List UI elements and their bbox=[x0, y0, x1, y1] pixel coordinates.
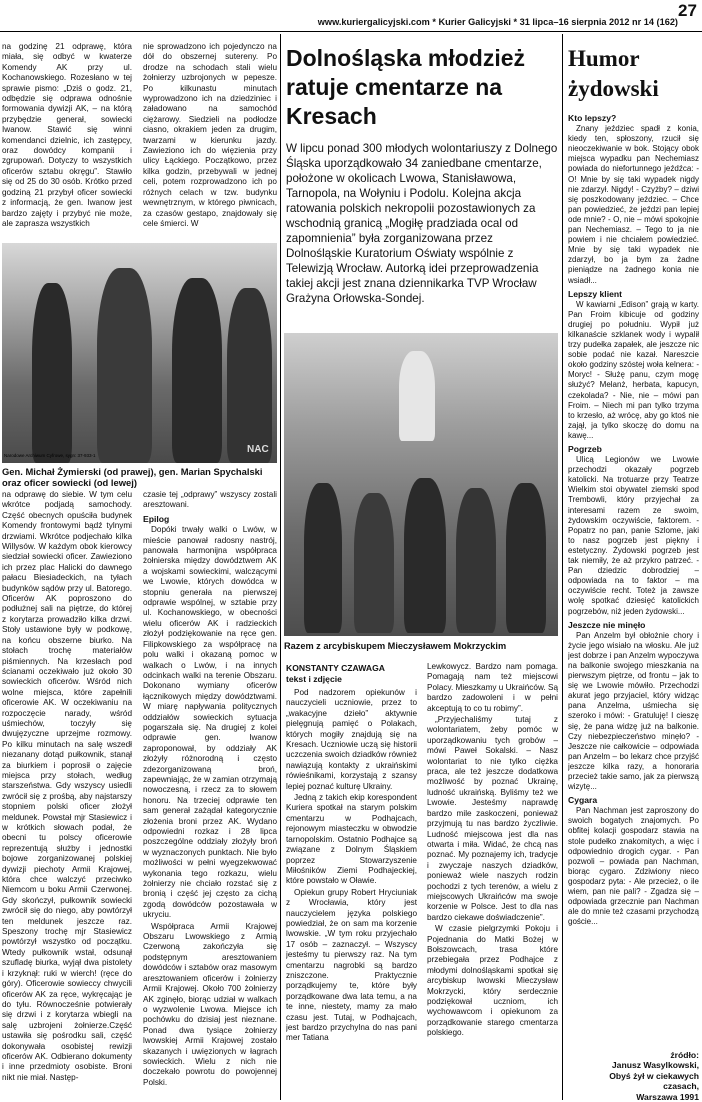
paragraph: na godzinę 21 odprawę, która miała, się odbyć w kwaterze Komendy AK przy ul. Kochanowskiego. Rozesłano w tej sprawie pismo: „Dziś o godz. 21, odbędzie się odprawa odnośnie formowania dywizji AK, – na którą przybędzie generał, sowiecki Iwanow. Stawić się winni komendanci dzielnic, ich zastępcy, oraz dowódcy kompanii i zgrupowań. Dotyczy to wszystkich oficerów sztabu okręgu”. Stawiło się od 25 do 30 osób. Krótko przed godziną 21 przybył oficer sowiecki z informacją, że gen. Iwanow jest bardzo zajęty i przybyć nie może, ale zaprasza wszystkich bbox=[2, 42, 132, 228]
column-rule bbox=[562, 34, 563, 1100]
paragraph: Opiekun grupy Robert Hryciuniak z Wrocławia, który jest nauczycielem języka polskiego powiedział, że on sam ma korzenie lwowskie. „W tym roku przyjechało 17 osób – zaznaczył. – Wszyscy jesteśmy tu pierwszy raz. Na tym cmentarzu nagrobki są bardzo zniszczone. Praktycznie porządkujemy te, które były porządkowane dwa lata temu, a na te inne, niestety, mamy za mało czasu jest. Tutaj, w Podhajcach, jest bardzo przychylna do nas pani mer Tatiana bbox=[286, 887, 417, 1043]
source-line: Warszawa 1991 bbox=[636, 1091, 699, 1102]
article2-col-b bbox=[427, 662, 558, 1100]
photo-cemetery-group bbox=[284, 333, 558, 636]
humor-text: Znany jeździec spadł z konia, kiedy ten, spłoszony, rzucił się nieoczekiwanie w bok. Stojący obok miejsca wypadku pan Nechemiasz powiada do niefortunnego jeźdźca: - O! Mnie by się taki wypadek nigdy nie zdarzył. Nigdy! - Czyżby? – dziwi się poszkodowany jeździec. – Chce pan powiedzieć, że jeździ pan lepiej ode mnie? - O, nie – mówi spokojnie pan Nechemiasz. – Tego to ja nie powiem i nie chciałem powiedzieć. Mnie by się taki wypadek nie zdarzył, bo ja bym za żadne pieniądze na żadnego konia nie wsiadł... bbox=[568, 124, 699, 285]
humor-source bbox=[568, 1050, 699, 1102]
source-line: Obyś żył w ciekawych bbox=[609, 1070, 699, 1081]
nac-watermark: NAC bbox=[247, 444, 269, 455]
photo-credit: Narodowe Archiwum Cyfrowe, sygn: 37-933-1 bbox=[4, 453, 96, 458]
article2-title: Dolnośląska młodzież ratuje cmentarze na Kresach bbox=[286, 45, 526, 129]
article1-col1-bottom bbox=[2, 490, 132, 1100]
humor-text: W kawiarni „Edison” grają w karty. Pan Froim kibicuje od godziny drugiej po południu. Wypił już kilkanaście szklanek wody i wypalił trzy pudełka zapałek, ale jeszcze nic sobie podać nie kazał. Nareszcie około godziny szóstej woła kelnera: - Moryc! - Służę panu, czym mogę służyć? Melanż, herbata, kapucyn, czekolada? - Nie, nie – mówi pan Froim. – Niech mi pan tylko trzyma to krzesło, aż wrócę, aby go ktoś nie zajął, ja tylko skoczę do domu na kawę... bbox=[568, 299, 699, 440]
subheading-epilog: Epilog bbox=[143, 513, 170, 524]
paragraph: na odprawę do siebie. W tym celu wkrótce podjadą samochody. Część obecnych opuściła budynek Komendy frontowymi bądź tylnymi drzwiami. Wkrótce podjechało kilka Willysów. W każdym obok kierowcy siedział sowiecki oficer. Zawieziono ich przez plac Halicki do dawnego pałacu Biesiadeckich, na tyłach budynków sądów przy ul. Batorego. Oficerów AK poproszono do podłużnej sali na piętrze, do której z korytarza prowadziło kilka drzwi. Stoły ustawione były w podkowę, na końcu obszerne biurko. Na stołach trochę materiałów piśmiennych. Na krzesłach pod ścianami oczekiwało już około 30 sowieckich oficerów. Wśród nich wolne miejsca, które zapełnili oficerowie AK. W oczekiwaniu na rozpoczęcie narady, wśród uśmiechów, toczyły się dwujęzyczne uprzejme rozmowy. Po kilku minutach na salę wszedł niezanany dotąd pułkownik, stanął za biurkiem i poprosił o zajęcie miejsca przy stołach, według starszeństwa. Gdy wszyscy usiedli zwrócił się z prośbą, aby najstarszy stopniem polski oficer złożył meldunek. Powstał mjr Stasiewicz i w krótkich słowach podał, że obecni tu polscy oficerowie reprezentują służby i jednostki bojowe zorganizowanej polskiej dywizji piechoty Armii Krajowej, która chce walczyć przeciwko Niemcom u boku Armii Czerwonej. Gdy skończył, pułkownik sowiecki zwrócił się do niego, aby powtórzył ten meldunek jeszcze raz. Speszony trochę mjr Stasiewicz powtórzył wszystko od początku. Wtedy pułkownik wstał, odsunął szufladę biurka, wyjął dwa pistolety i krzyknął: ruki w wierch! (ręce do góry). Oficerowie sowieccy chwycili oficerów AK za ręce, wykręcając je do tyłu. Równocześnie potwierały się drzwi i z korytarza wbiegli na salę uzbrojeni żołnierze.Część ustawiła się pośrodku sali, część dokonywała osobistej rewizji oficerów AK. Odbierano dokumenty i inne przedmioty osobiste. Broni nikt nie miał. Następ- bbox=[2, 490, 132, 1082]
header-rule bbox=[0, 31, 702, 32]
paragraph: Lewkowycz. Bardzo nam pomaga. Pomagają nam też miejscowi Polacy. Mieszkamy u Ukraińców. Są bardzo zadowoleni i w pełni akceptują to co tu robimy”. bbox=[427, 662, 558, 713]
paragraph: Jedną z takich ekip korespondent Kuriera spotkał na starym polskim cmentarzu w Podhajcach, rejonowym miasteczku w obwodzie tarnopolskim. Ostatnio Podhajce są związane z Dolnym Śląskiem poprzez Stowarzyszenie Miłośników Ziemi Podhajeckiej, które powstało w Oławie. bbox=[286, 793, 417, 886]
photo1-caption: Gen. Michał Żymierski (od prawej), gen. Marian Spychalski oraz oficer sowiecki (od lewej) bbox=[2, 466, 263, 488]
running-head: www.kuriergalicyjski.com * Kurier Galicyjski * 31 lipca–16 sierpnia 2012 nr 14 (162) bbox=[317, 17, 678, 27]
paragraph: nie sprowadzono ich pojedynczo na dół do obszernej sutereny. Po drodze na schodach stali wielu żołnierzy uzbrojonych w pepesze. Po kilkunastu minutach wyprowadzono ich na dziedziniec i załadowano na samochód ciężarowy. Siedzieli na podłodze ciasno, okrakiem jeden za drugim, twarzami w kierunku jazdy. Zawieziono ich do więzienia przy ulicy Łąckiego. Początkowo, przez kilka godzin, przebywali w jednej celi, potem rozprowadzono ich po różnych celach w tzw. budynku wewnętrznym, w którego piwnicach, za czasów gestapo, znajdowały się cele śmierci. W bbox=[143, 42, 277, 228]
photo2-caption: Razem z arcybiskupem Mieczysławem Mokrzyckim bbox=[284, 641, 507, 651]
humor-column bbox=[568, 110, 699, 1048]
paragraph: „Przyjechaliśmy tutaj z wolontariatem, żeby pomóc w uporządkowaniu tych grobów – mówi Paweł Sokalski. – Nasz wolontariat to nie tylko ciężka praca, ale też jeszcze dodatkowa możliwość by poznać Ukrainę, ludność ukraińską. Byliśmy też we Lwowie. Jesteśmy naprawdę bardzo mile zaskoczeni, ponieważ przyjmują tu nas bardzo życzliwie. Ludność miejscowa jest dla nas otwarta i miła. Widać, że chcą nas poznać. My poznajemy ich, tradycje i zwyczaje naszych dziadków, ponieważ wiele naszych rodzin pochodzi z tych terenów, a wielu z miejscowych Ukraińców ma swoje korzenie w Polsce. Jest to dla nas bardzo ciekawe doświadczenie”. bbox=[427, 715, 558, 922]
article1-col2-bottom bbox=[143, 490, 277, 1100]
source-line: Janusz Wasylkowski, bbox=[611, 1060, 699, 1071]
page-number: 27 bbox=[678, 1, 697, 20]
humor-head: Pogrzeb bbox=[568, 444, 602, 454]
article2-lead: W lipcu ponad 300 młodych wolontariuszy z Dolnego Śląska uporządkowało 34 zaniedbane cmentarze, położone w okolicach Lwowa, Stanisławowa, Tarnopola, na Wołyniu i Podolu. Kolejna akcja ratowania polskich nekropolii pozostawionych za wschodnią granicą „Mogiłę pradziada ocal od zapomnienia” była zorganizowana przez Dolnośląskie Kuratorium Oświaty wspólnie z Telewizją Wrocław. Autorką idei przeprowadzenia takiej akcji jest znana dziennikarka TVP Wrocław Grażyna Orłowska-Sondej. bbox=[286, 142, 558, 305]
paragraph: czasie tej „odprawy” wszyscy zostali aresztowani. bbox=[143, 490, 277, 510]
paragraph: Współpraca Armii Krajowej Obszaru Lwowskiego z Armią Czerwoną zakończyła się podstępnym aresztowaniem dowódców i sztabów oraz masowym aresztowaniem oficerów i żołnierzy Armii Krajowej. Około 700 żołnierzy AK zginęło, biorąc udział w walkach o wyzwolenie Lwowa. Miejsce ich pochówku do dzisiaj jest nieznane. Ponad dwa tysiące żołnierzy lwowskiej Armii Krajowej zostało skazanych i uwięzionych w łagrach sowieckich. Wielu z nich nie doczekało powrotu do powojennej Polski. bbox=[143, 921, 277, 1087]
humor-text: Ulicą Legionów we Lwowie przechodzi okazały pogrzeb katolicki. Na trotuarze przy Teatrze Wielkim stoi obywatel ziemski spod Trembowli, który przyjechał za interesami razem ze swoim, żydowskim oczywiście, faktorem. - Popatrz no pan, panie Szlome, jaki to nasz pogrzeb jest piękny i estetyczny. Żydowski pogrzeb jest tak niemiły, że aż przykro patrzeć. - Pan dziedzic dobrodziej – odpowiada na to faktor – ma oczywiście recht. Toteż ja zawsze wolę spotkać dziesięć katolickich pogrzebów, niż jeden żydowski... bbox=[568, 455, 699, 616]
article1-col2-top bbox=[143, 42, 277, 242]
article1-col1-top bbox=[2, 42, 132, 242]
humor-head: Kto lepszy? bbox=[568, 113, 617, 123]
humor-text: Pan Nachman jest zaproszony do swoich bogatych znajomych. Po obfitej kolacji gospodarz stawia na stole pudełko znakomitych, a więc i odpowiednio drogich cygar. - Pan pozwoli – powiada pan Nachman, biorąc cygaro. Zdziwiony nieco gospodarz pyta: - Ale przecież, o ile wiem, pan nie pali? - Zgadza się – odpowiada grzecznie pan Nachman ale do mnie też czasami przychodzą goście... bbox=[568, 806, 699, 927]
humor-head: Cygara bbox=[568, 795, 598, 806]
column-rule bbox=[280, 34, 281, 1100]
paragraph: W czasie pielgrzymki Pokoju i Pojednania do Matki Bożej w Bołszowcach, trasa które przebiegała przez Podhajce z młodymi dolnośląskami spotkał się arcybiskup lwowski Mieczysław Mokrzycki, który serdecznie podziękował uczniom, ich wychowawcom i opiekunom za porządkowanie starego cmentarza polskiego. bbox=[427, 924, 558, 1038]
byline-author: KONSTANTY CZAWAGA bbox=[286, 663, 385, 673]
humor-text: Pan Anzelm był obłożnie chory i życie jego wisiało na włosku. Ale już jest dobrze i pan Anzelm wypoczywa na balkonie swojego mieszkania na pierwszym piętrze, od frontu – jak to się we Lwowie mówiło. Przechodzi akurat jego przyjaciel, który widząc pana Anzelma, uśmiecha się szeroko i mówi: - Gratuluję! I cieszę się, że pana widzę już na balkonie. Czy niebezpieczeństwo minęło? - Jeszcze nie całkowicie – odpowiada pan Anzelm – bo lekarz chce przyjść jeszcze kilka razy, a honoraria przecież takie samo, jak za pierwszą wizytę... bbox=[568, 630, 699, 792]
humor-head: Lepszy klient bbox=[568, 288, 622, 299]
paragraph: Dopóki trwały walki o Lwów, w mieście panował radosny nastrój, panowała harmonijna współpraca żołnierska między dowództwem AK a wojskami sowieckimi, walczącymi we Lwowie, których dowódca w stopniu generała na pierwszej odprawie wspólnej, w sztabie przy ul. Kochanowskiego, w obecności wielu oficerów AK i radzieckich złożył podziękowanie na ręce gen. Filipkowskiego za współpracę na polu walki i okazaną pomoc w walkach o Lwów, i na innych odcinkach walki na terenie Obszaru. Dokonano wymiany oficerów łącznikowych między dowództwami. W miarę napływania politycznych oddziałów sowieckich sytuacja pogarszała się. Na drugiej z kolei odprawie gen. Iwanow zaproponował, by oddziały AK złożyły różnorodną i często zdezorganizowaną broń, zapewniając, że w zamian otrzymają nowoczesną, i rzecz za to słowem honoru. Na trzeciej odprawie ten sam generał zażądał kategorycznie złożenia broni przez AK. Wydano odpowiedni rozkaz i 28 lipca poszczególne oddziały złożyły broń w wyznaczonych punktach. Nie było możliwości w pełni wyegzekwować wykonania tego rozkazu, wielu żołnierzy nie chciało rozstać się z bronią i część jej często za cichą zgodą dowódców pozostawała w ukryciu. bbox=[143, 525, 277, 920]
humor-title: Humor żydowski bbox=[568, 46, 659, 101]
paragraph: Pod nadzorem opiekunów i nauczycieli uczniowie, przez to „wakacyjne dzieło” aktywnie pielęgnują pamięć o Polakach, których mogiły znajdują się na Kresach. Uczniowie uczą się historii uczczenia swoich dziadków również nawiązują kontakty z ukraińskimi rówieśnikami, korzystają z szansy lepiej poznać kulturę Ukrainy. bbox=[286, 688, 417, 791]
article2-col-a bbox=[286, 688, 417, 1100]
humor-head: Jeszcze nie minęło bbox=[568, 619, 646, 630]
photo-generals bbox=[2, 243, 277, 463]
source-line: źródło: bbox=[670, 1050, 699, 1060]
source-line: czasach, bbox=[663, 1081, 699, 1092]
byline-note: tekst i zdjęcie bbox=[286, 674, 342, 684]
